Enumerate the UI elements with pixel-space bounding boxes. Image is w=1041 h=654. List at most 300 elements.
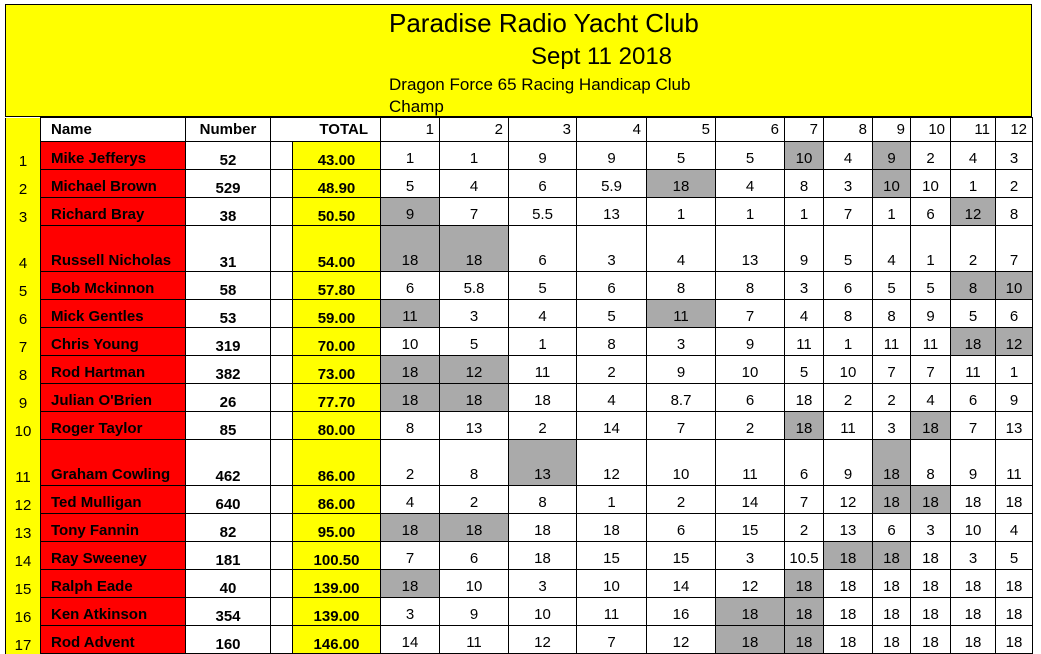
total-points-cell: 54.00 — [293, 226, 381, 272]
race-score-cell: 18 — [996, 598, 1033, 626]
rank-cell: 16 — [6, 598, 41, 626]
discarded-score-cell: 18 — [381, 356, 440, 384]
race-score-cell: 2 — [440, 486, 509, 514]
race-score-cell: 9 — [996, 384, 1033, 412]
race-score-cell: 5 — [824, 226, 873, 272]
series-subtitle-line1: Dragon Force 65 Racing Handicap Club — [389, 75, 691, 94]
discarded-score-cell: 12 — [996, 328, 1033, 356]
race-header: 9 — [873, 118, 911, 142]
discarded-score-cell: 18 — [785, 598, 824, 626]
race-score-cell: 6 — [951, 384, 996, 412]
sailor-name-cell: Michael Brown — [41, 170, 186, 198]
race-score-cell: 8 — [647, 272, 716, 300]
discarded-score-cell: 9 — [381, 198, 440, 226]
race-score-cell: 7 — [577, 626, 647, 654]
discarded-score-cell: 18 — [785, 626, 824, 654]
race-score-cell: 1 — [440, 142, 509, 170]
race-score-cell: 12 — [824, 486, 873, 514]
table-row — [6, 440, 1033, 486]
race-score-cell: 1 — [509, 328, 577, 356]
race-score-cell: 14 — [716, 486, 785, 514]
sailor-name-cell: Mike Jefferys — [41, 142, 186, 170]
race-score-cell: 12 — [509, 626, 577, 654]
race-score-cell: 9 — [824, 440, 873, 486]
total-points-cell: 43.00 — [293, 142, 381, 170]
race-score-cell: 4 — [381, 486, 440, 514]
race-score-cell: 10 — [509, 598, 577, 626]
discarded-score-cell: 18 — [381, 384, 440, 412]
discarded-score-cell: 8 — [951, 272, 996, 300]
sail-number-cell: 181 — [186, 542, 271, 570]
race-score-cell: 6 — [996, 300, 1033, 328]
race-score-cell: 6 — [381, 272, 440, 300]
discarded-score-cell: 18 — [716, 626, 785, 654]
race-score-cell: 1 — [873, 198, 911, 226]
sail-number-cell: 160 — [186, 626, 271, 654]
race-score-cell: 9 — [911, 300, 951, 328]
race-score-cell: 14 — [381, 626, 440, 654]
race-score-cell: 10 — [716, 356, 785, 384]
race-score-cell: 5 — [873, 272, 911, 300]
rank-cell: 10 — [6, 412, 41, 440]
table-row — [6, 328, 1033, 356]
spacer-cell — [271, 570, 293, 598]
race-score-cell: 3 — [509, 570, 577, 598]
race-score-cell: 11 — [440, 626, 509, 654]
rank-cell: 9 — [6, 384, 41, 412]
race-score-cell: 7 — [911, 356, 951, 384]
race-score-cell: 1 — [381, 142, 440, 170]
race-score-cell: 8 — [577, 328, 647, 356]
race-score-cell: 9 — [509, 142, 577, 170]
race-score-cell: 9 — [647, 356, 716, 384]
table-row — [6, 384, 1033, 412]
race-score-cell: 3 — [440, 300, 509, 328]
race-score-cell: 8 — [873, 300, 911, 328]
spacer-cell — [271, 626, 293, 654]
race-score-cell: 2 — [716, 412, 785, 440]
spacer-cell — [271, 384, 293, 412]
race-score-cell: 5 — [716, 142, 785, 170]
spacer-cell — [271, 440, 293, 486]
race-score-cell: 7 — [996, 226, 1033, 272]
spacer-cell — [271, 542, 293, 570]
race-score-cell: 2 — [381, 440, 440, 486]
spacer-cell — [271, 272, 293, 300]
rank-cell: 5 — [6, 272, 41, 300]
race-score-cell: 9 — [440, 598, 509, 626]
sail-number-cell: 82 — [186, 514, 271, 542]
race-score-cell: 9 — [716, 328, 785, 356]
race-score-cell: 9 — [951, 440, 996, 486]
race-score-cell: 3 — [873, 412, 911, 440]
sail-number-cell: 38 — [186, 198, 271, 226]
race-score-cell: 4 — [873, 226, 911, 272]
name-header: Name — [41, 118, 186, 142]
race-score-cell: 1 — [785, 198, 824, 226]
discarded-score-cell: 10 — [785, 142, 824, 170]
race-score-cell: 7 — [785, 486, 824, 514]
race-score-cell: 18 — [509, 542, 577, 570]
sailor-name-cell: Richard Bray — [41, 198, 186, 226]
race-score-cell: 11 — [951, 356, 996, 384]
race-score-cell: 7 — [716, 300, 785, 328]
race-score-cell: 18 — [509, 384, 577, 412]
race-score-cell: 5.8 — [440, 272, 509, 300]
discarded-score-cell: 18 — [824, 542, 873, 570]
race-score-cell: 2 — [577, 356, 647, 384]
race-score-cell: 13 — [824, 514, 873, 542]
table-row — [6, 542, 1033, 570]
total-points-cell: 77.70 — [293, 384, 381, 412]
table-row — [6, 514, 1033, 542]
race-header: 11 — [951, 118, 996, 142]
sailor-name-cell: Bob Mckinnon — [41, 272, 186, 300]
race-score-cell: 5 — [996, 542, 1033, 570]
total-header: TOTAL — [293, 118, 381, 142]
race-score-cell: 4 — [951, 142, 996, 170]
discarded-score-cell: 12 — [951, 198, 996, 226]
race-score-cell: 4 — [716, 170, 785, 198]
discarded-score-cell: 18 — [873, 440, 911, 486]
race-score-cell: 3 — [996, 142, 1033, 170]
sailor-name-cell: Ken Atkinson — [41, 598, 186, 626]
discarded-score-cell: 18 — [440, 514, 509, 542]
discarded-score-cell: 11 — [647, 300, 716, 328]
sailor-name-cell: Mick Gentles — [41, 300, 186, 328]
race-score-cell: 18 — [911, 626, 951, 654]
race-score-cell: 1 — [716, 198, 785, 226]
club-title: Paradise Radio Yacht Club — [389, 8, 699, 38]
table-row — [6, 226, 1033, 272]
race-score-cell: 6 — [824, 272, 873, 300]
spacer-cell — [271, 328, 293, 356]
total-points-cell: 48.90 — [293, 170, 381, 198]
sail-number-cell: 319 — [186, 328, 271, 356]
table-row — [6, 198, 1033, 226]
race-score-cell: 9 — [577, 142, 647, 170]
race-score-cell: 1 — [996, 356, 1033, 384]
race-score-cell: 8 — [824, 300, 873, 328]
race-score-cell: 18 — [873, 626, 911, 654]
race-score-cell: 6 — [509, 170, 577, 198]
results-table — [5, 117, 1033, 654]
race-score-cell: 18 — [996, 626, 1033, 654]
rank-cell: 13 — [6, 514, 41, 542]
race-score-cell: 4 — [911, 384, 951, 412]
race-score-cell: 4 — [509, 300, 577, 328]
spacer-cell — [271, 226, 293, 272]
race-score-cell: 3 — [716, 542, 785, 570]
race-score-cell: 8 — [381, 412, 440, 440]
sailor-name-cell: Tony Fannin — [41, 514, 186, 542]
race-score-cell: 2 — [911, 142, 951, 170]
race-score-cell: 2 — [647, 486, 716, 514]
race-score-cell: 3 — [824, 170, 873, 198]
total-points-cell: 57.80 — [293, 272, 381, 300]
race-score-cell: 11 — [785, 328, 824, 356]
race-score-cell: 1 — [577, 486, 647, 514]
discarded-score-cell: 18 — [647, 170, 716, 198]
discarded-score-cell: 18 — [381, 570, 440, 598]
race-score-cell: 2 — [509, 412, 577, 440]
total-points-cell: 86.00 — [293, 440, 381, 486]
race-score-cell: 18 — [996, 486, 1033, 514]
discarded-score-cell: 11 — [381, 300, 440, 328]
sailor-name-cell: Julian O'Brien — [41, 384, 186, 412]
discarded-score-cell: 18 — [785, 570, 824, 598]
total-points-cell: 73.00 — [293, 356, 381, 384]
race-score-cell: 13 — [996, 412, 1033, 440]
race-score-cell: 15 — [647, 542, 716, 570]
rank-cell: 3 — [6, 198, 41, 226]
table-row — [6, 170, 1033, 198]
race-score-cell: 18 — [996, 570, 1033, 598]
results-sheet — [5, 4, 1032, 654]
sailor-name-cell: Ray Sweeney — [41, 542, 186, 570]
race-score-cell: 13 — [440, 412, 509, 440]
table-row — [6, 300, 1033, 328]
race-score-cell: 5 — [785, 356, 824, 384]
race-score-cell: 2 — [996, 170, 1033, 198]
table-row — [6, 272, 1033, 300]
sail-number-cell: 640 — [186, 486, 271, 514]
total-points-cell: 59.00 — [293, 300, 381, 328]
race-score-cell: 4 — [785, 300, 824, 328]
race-header: 8 — [824, 118, 873, 142]
race-score-cell: 6 — [647, 514, 716, 542]
discarded-score-cell: 9 — [873, 142, 911, 170]
race-score-cell: 7 — [951, 412, 996, 440]
race-score-cell: 6 — [716, 384, 785, 412]
race-score-cell: 5 — [647, 142, 716, 170]
race-score-cell: 12 — [577, 440, 647, 486]
race-score-cell: 8 — [996, 198, 1033, 226]
race-header: 4 — [577, 118, 647, 142]
rank-cell: 14 — [6, 542, 41, 570]
spacer-cell — [271, 598, 293, 626]
race-header: 7 — [785, 118, 824, 142]
sail-number-cell: 58 — [186, 272, 271, 300]
race-score-cell: 5 — [381, 170, 440, 198]
race-header: 12 — [996, 118, 1033, 142]
sailor-name-cell: Graham Cowling — [41, 440, 186, 486]
sailor-name-cell: Ralph Eade — [41, 570, 186, 598]
rank-cell: 11 — [6, 440, 41, 486]
total-points-cell: 86.00 — [293, 486, 381, 514]
rank-cell: 6 — [6, 300, 41, 328]
race-score-cell: 2 — [785, 514, 824, 542]
spacer-header — [271, 118, 293, 142]
spacer-cell — [271, 412, 293, 440]
race-score-cell: 18 — [911, 598, 951, 626]
discarded-score-cell: 12 — [440, 356, 509, 384]
sailor-name-cell: Russell Nicholas — [41, 226, 186, 272]
race-score-cell: 7 — [381, 542, 440, 570]
race-score-cell: 1 — [911, 226, 951, 272]
race-score-cell: 18 — [951, 626, 996, 654]
race-score-cell: 1 — [824, 328, 873, 356]
race-score-cell: 13 — [577, 198, 647, 226]
race-score-cell: 14 — [577, 412, 647, 440]
sail-number-cell: 529 — [186, 170, 271, 198]
race-score-cell: 18 — [951, 486, 996, 514]
total-points-cell: 100.50 — [293, 542, 381, 570]
race-score-cell: 8 — [440, 440, 509, 486]
race-score-cell: 10 — [951, 514, 996, 542]
spacer-cell — [271, 514, 293, 542]
race-score-cell: 11 — [873, 328, 911, 356]
race-score-cell: 5 — [911, 272, 951, 300]
table-row — [6, 412, 1033, 440]
total-points-cell: 146.00 — [293, 626, 381, 654]
discarded-score-cell: 18 — [911, 412, 951, 440]
race-score-cell: 11 — [911, 328, 951, 356]
race-header: 1 — [381, 118, 440, 142]
sail-number-cell: 52 — [186, 142, 271, 170]
race-score-cell: 18 — [824, 626, 873, 654]
race-score-cell: 6 — [873, 514, 911, 542]
spacer-cell — [271, 170, 293, 198]
race-score-cell: 3 — [911, 514, 951, 542]
race-score-cell: 2 — [824, 384, 873, 412]
race-score-cell: 11 — [716, 440, 785, 486]
discarded-score-cell: 18 — [440, 384, 509, 412]
race-score-cell: 18 — [951, 598, 996, 626]
spacer-cell — [271, 198, 293, 226]
race-header: 3 — [509, 118, 577, 142]
race-score-cell: 12 — [716, 570, 785, 598]
race-score-cell: 1 — [647, 198, 716, 226]
sailor-name-cell: Rod Advent — [41, 626, 186, 654]
race-score-cell: 18 — [509, 514, 577, 542]
race-score-cell: 18 — [873, 570, 911, 598]
sail-number-cell: 85 — [186, 412, 271, 440]
race-header: 10 — [911, 118, 951, 142]
race-score-cell: 10 — [824, 356, 873, 384]
race-score-cell: 5 — [440, 328, 509, 356]
discarded-score-cell: 18 — [785, 412, 824, 440]
race-score-cell: 6 — [785, 440, 824, 486]
rank-cell: 4 — [6, 226, 41, 272]
race-score-cell: 18 — [911, 542, 951, 570]
total-points-cell: 139.00 — [293, 570, 381, 598]
race-score-cell: 7 — [873, 356, 911, 384]
race-score-cell: 5 — [951, 300, 996, 328]
race-score-cell: 11 — [824, 412, 873, 440]
rank-cell: 8 — [6, 356, 41, 384]
header-row — [6, 118, 1033, 142]
race-score-cell: 11 — [509, 356, 577, 384]
sail-number-cell: 462 — [186, 440, 271, 486]
race-score-cell: 10 — [911, 170, 951, 198]
race-score-cell: 18 — [873, 598, 911, 626]
spacer-cell — [271, 142, 293, 170]
total-points-cell: 139.00 — [293, 598, 381, 626]
race-score-cell: 10 — [577, 570, 647, 598]
race-score-cell: 14 — [647, 570, 716, 598]
series-subtitle-line2: Champ — [389, 97, 444, 116]
table-row — [6, 142, 1033, 170]
table-row — [6, 598, 1033, 626]
race-score-cell: 5 — [509, 272, 577, 300]
spacer-cell — [271, 486, 293, 514]
discarded-score-cell: 18 — [381, 514, 440, 542]
table-row — [6, 486, 1033, 514]
sailor-name-cell: Rod Hartman — [41, 356, 186, 384]
race-score-cell: 10.5 — [785, 542, 824, 570]
race-header: 5 — [647, 118, 716, 142]
rank-cell: 17 — [6, 626, 41, 654]
rank-header — [6, 118, 41, 142]
race-score-cell: 3 — [785, 272, 824, 300]
spacer-cell — [271, 356, 293, 384]
race-score-cell: 10 — [647, 440, 716, 486]
total-points-cell: 50.50 — [293, 198, 381, 226]
race-score-cell: 4 — [996, 514, 1033, 542]
discarded-score-cell: 18 — [381, 226, 440, 272]
sailor-name-cell: Roger Taylor — [41, 412, 186, 440]
race-score-cell: 3 — [951, 542, 996, 570]
table-row — [6, 356, 1033, 384]
discarded-score-cell: 18 — [873, 486, 911, 514]
race-score-cell: 18 — [785, 384, 824, 412]
race-score-cell: 4 — [577, 384, 647, 412]
race-score-cell: 8 — [785, 170, 824, 198]
discarded-score-cell: 18 — [440, 226, 509, 272]
race-score-cell: 8 — [911, 440, 951, 486]
race-score-cell: 1 — [951, 170, 996, 198]
race-score-cell: 4 — [824, 142, 873, 170]
race-score-cell: 6 — [509, 226, 577, 272]
race-header: 2 — [440, 118, 509, 142]
rank-cell: 7 — [6, 328, 41, 356]
rank-cell: 15 — [6, 570, 41, 598]
race-score-cell: 18 — [911, 570, 951, 598]
sail-number-cell: 31 — [186, 226, 271, 272]
race-score-cell: 11 — [996, 440, 1033, 486]
race-score-cell: 7 — [647, 412, 716, 440]
total-points-cell: 70.00 — [293, 328, 381, 356]
discarded-score-cell: 18 — [911, 486, 951, 514]
race-score-cell: 18 — [824, 598, 873, 626]
race-score-cell: 9 — [785, 226, 824, 272]
sail-number-cell: 40 — [186, 570, 271, 598]
spacer-cell — [271, 300, 293, 328]
sail-number-cell: 26 — [186, 384, 271, 412]
race-score-cell: 5.9 — [577, 170, 647, 198]
race-score-cell: 3 — [647, 328, 716, 356]
sailor-name-cell: Ted Mulligan — [41, 486, 186, 514]
total-points-cell: 80.00 — [293, 412, 381, 440]
sail-number-cell: 382 — [186, 356, 271, 384]
race-score-cell: 7 — [824, 198, 873, 226]
rank-cell: 2 — [6, 170, 41, 198]
discarded-score-cell: 18 — [951, 328, 996, 356]
race-score-cell: 8.7 — [647, 384, 716, 412]
race-score-cell: 2 — [873, 384, 911, 412]
race-score-cell: 4 — [647, 226, 716, 272]
race-score-cell: 2 — [951, 226, 996, 272]
race-score-cell: 15 — [716, 514, 785, 542]
number-header: Number — [186, 118, 271, 142]
discarded-score-cell: 18 — [873, 542, 911, 570]
race-score-cell: 18 — [577, 514, 647, 542]
discarded-score-cell: 13 — [509, 440, 577, 486]
race-score-cell: 6 — [440, 542, 509, 570]
race-score-cell: 5.5 — [509, 198, 577, 226]
race-score-cell: 3 — [577, 226, 647, 272]
